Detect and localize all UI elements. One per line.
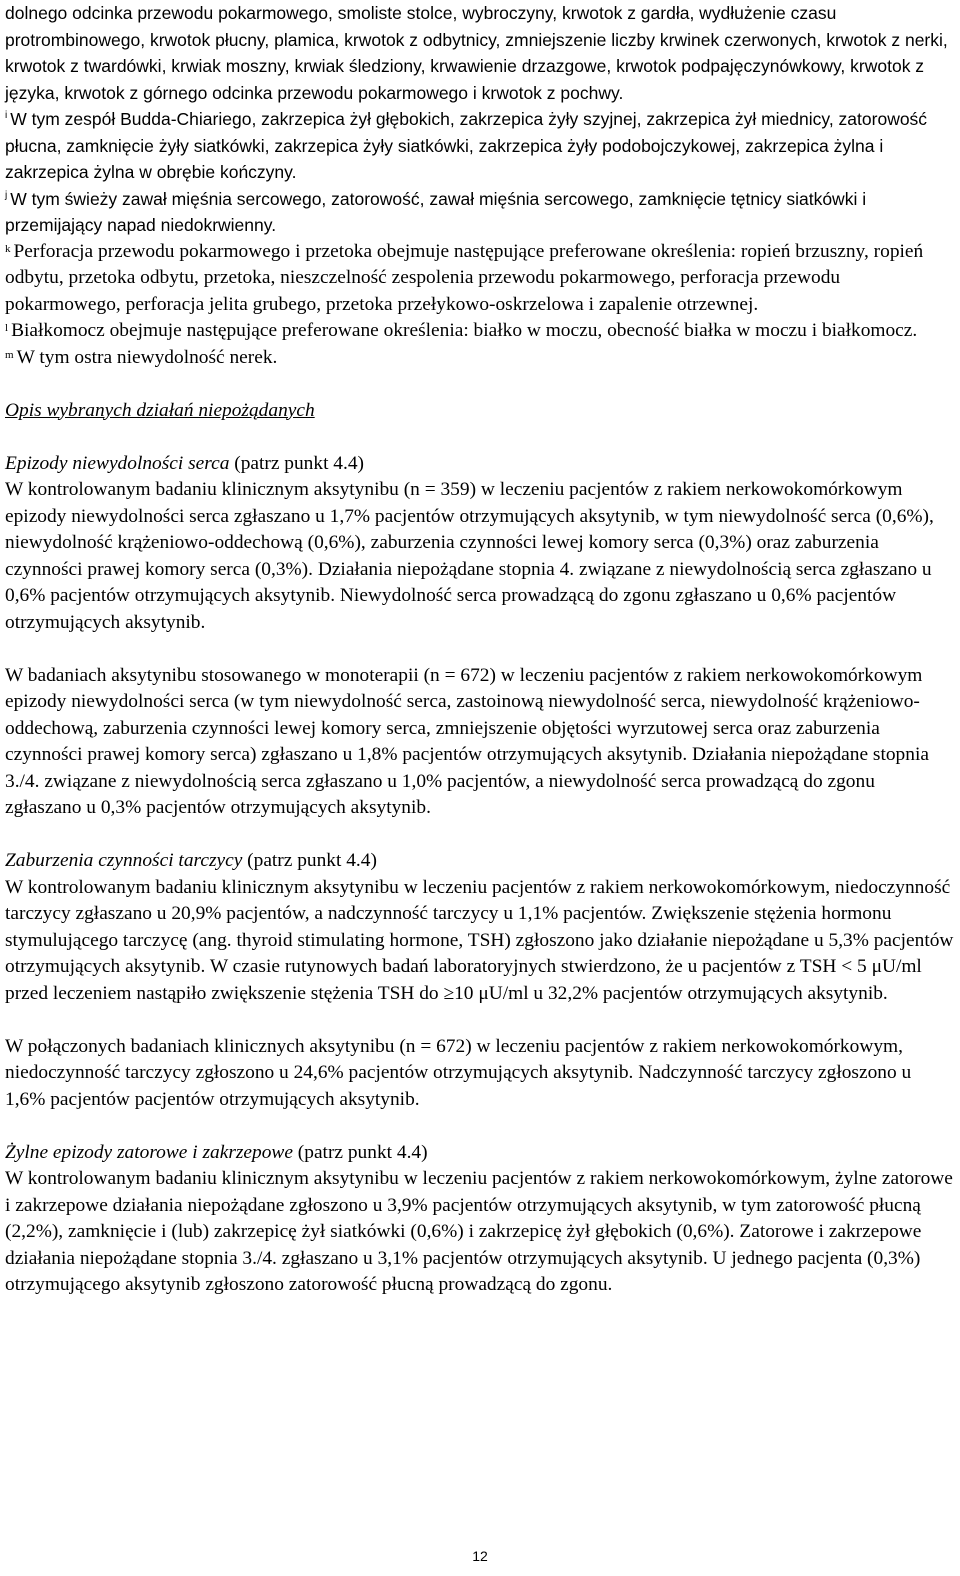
heart-failure-ref: (patrz punkt 4.4) (229, 452, 365, 474)
footnote-text-k: Perforacja przewodu pokarmowego i przetoka obejmuje następujące preferowane określenia: ropień brzuszny, ropień odbytu, przetoka odbytu, przetoka, nieszczelność zespolenia przewodu pokarmowego, perforacja przewodu pokarmowego, perforacja jelita grubego, przetoka przełykowo-oskrzelowa i zapalenie otrzewnej. (5, 240, 924, 315)
footnote-marker-l: l (5, 322, 9, 334)
document-page (5, 0, 955, 1299)
footnote-i (5, 106, 955, 186)
footnote-l (5, 318, 955, 345)
footnote-m (5, 345, 955, 372)
thyroid-paragraph-1: W kontrolowanym badaniu klinicznym aksytynibu w leczeniu pacjentów z rakiem nerkowokomórkowym, niedoczynność tarczycy zgłaszano u 20,9% pacjentów, a nadczynność tarczycy u 1,1% pacjentów. Zwiększenie stężenia hormonu stymulującego tarczycę (ang. thyroid stimulating hormone, TSH) zgłoszono jako działanie niepożądane u 5,3% pacjentów otrzymujących aksytynib. W czasie rutynowych badań laboratoryjnych stwierdzono, że u pacjentów z TSH < 5 μU/ml przed leczeniem nastąpiło zwiększenie stężenia TSH do ≥10 μU/ml u 32,2% pacjentów otrzymujących aksytynib. (5, 876, 954, 1004)
heart-failure-paragraph-2: W badaniach aksytynibu stosowanego w monoterapii (n = 672) w leczeniu pacjentów z rakiem nerkowokomórkowym epizody niewydolności serca (w tym niewydolność serca, zastoinową niewydolność serca, niewydolność krążeniowo-oddechową, zaburzenia czynności lewej komory serca, zmniejszenie objętości wyrzutowej serca oraz zaburzenia czynności prawej komory serca) zgłaszano u 1,8% pacjentów otrzymujących aksytynib. Działania niepożądane stopnia 3./4. związane z niewydolnością serca zgłaszano u 1,0% pacjentów, a niewydolność serca prowadzącą do zgonu zgłaszano u 0,3% pacjentów otrzymujących aksytynib. (5, 664, 929, 818)
heart-failure-heading (5, 451, 955, 478)
thyroid-title: Zaburzenia czynności tarczycy (5, 850, 243, 871)
heart-failure-paragraph-1: W kontrolowanym badaniu klinicznym aksytynibu (n = 359) w leczeniu pacjentów z rakiem nerkowokomórkowym epizody niewydolności serca zgłaszano u 1,7% pacjentów otrzymujących aksytynib, w tym niewydolność serca (0,6%), niewydolność krążeniowo-oddechową (0,6%), zaburzenia czynności lewej komory serca (0,3%) oraz zaburzenia czynności prawej komory serca (0,3%). Działania niepożądane stopnia 4. związane z niewydolnością serca zgłaszano u 0,6% pacjentów otrzymujących aksytynib. Niewydolność serca prowadzącą do zgonu zgłaszano u 0,6% pacjentów otrzymujących aksytynib. (5, 479, 934, 633)
venous-title: Żylne epizody zatorowe i zakrzepowe (5, 1141, 293, 1163)
footnote-text-l: Białkomocz obejmuje następujące preferowane określenia: białko w moczu, obecność białka w moczu i białkomocz. (11, 320, 918, 341)
venous-paragraph-1: W kontrolowanym badaniu klinicznym aksytynibu w leczeniu pacjentów z rakiem nerkowokomórkowym, żylne zatorowe i zakrzepowe działania niepożądane zgłoszono u 3,9% pacjentów otrzymujących aksytynib, w tym zatorowość płucną (2,2%), zamknięcie i (lub) zakrzepicę żył siatkówki (0,6%) i zakrzepicę żył głębokich (0,6%). Zatorowe i zakrzepowe działania niepożądane stopnia 3./4. zgłaszano u 3,1% pacjentów otrzymujących aksytynib. U jednego pacjenta (0,3%) otrzymującego aksytynib zgłoszono zatorowość płucną prowadzącą do zgonu. (5, 1168, 953, 1295)
thyroid-paragraph-2: W połączonych badaniach klinicznych aksytynibu (n = 672) w leczeniu pacjentów z rakiem nerkowokomórkowym, niedoczynność tarczycy zgłoszono u 24,6% pacjentów otrzymujących aksytynib. Nadczynność tarczycy zgłoszono u 1,6% pacjentów pacjentów otrzymujących aksytynib. (5, 1035, 912, 1110)
footnote-marker-m: m (5, 348, 14, 361)
venous-heading (5, 1140, 955, 1167)
footnote-k (5, 239, 955, 319)
footnote-text-i: W tym zespół Budda-Chiariego, zakrzepica żył głębokich, zakrzepica żyły szyjnej, zakrzepica żył miednicy, zatorowość płucna, zamknięcie żyły siatkówki, zakrzepica żyły siatkówki, zakrzepica żyły podobojczykowej, zakrzepica żylna i zakrzepica żylna w obrębie kończyny. (5, 109, 928, 182)
thyroid-heading (5, 848, 955, 875)
thyroid-ref: (patrz punkt 4.4) (242, 850, 377, 871)
section-heading: Opis wybranych działań niepożądanych (5, 399, 315, 421)
venous-ref: (patrz punkt 4.4) (292, 1141, 428, 1163)
page-number: 12 (472, 1548, 488, 1564)
footnotes-serif (5, 239, 955, 372)
heart-failure-title: Epizody niewydolności serca (5, 452, 230, 474)
document-body (5, 371, 955, 1299)
footnote-marker-j: j (5, 189, 8, 201)
footnote-marker-k: k (5, 242, 11, 255)
footnote-text-m: W tym ostra niewydolność nerek. (16, 346, 278, 368)
footnote-text-j: W tym świeży zawał mięśnia sercowego, zatorowość, zawał mięśnia sercowego, zamknięcie tętnicy siatkówki i przemijający napad niedokrwienny. (5, 188, 867, 235)
footnotes-sans (5, 0, 955, 239)
footnote-continuation: dolnego odcinka przewodu pokarmowego, smoliste stolce, wybroczyny, krwotok z gardła, wydłużenie czasu protrombinowego, krwotok płucny, plamica, krwotok z odbytnicy, zmniejszenie liczby krwinek czerwonych, krwotok z nerki, krwotok z twardówki, krwiak moszny, krwiak śledziony, krwawienie drzazgowe, krwotok podpajęczynówkowy, krwotok z języka, krwotok z górnego odcinka przewodu pokarmowego i krwotok z pochwy. (5, 3, 948, 103)
footnote-j (5, 186, 955, 239)
footnote-marker-i: i (5, 110, 8, 121)
